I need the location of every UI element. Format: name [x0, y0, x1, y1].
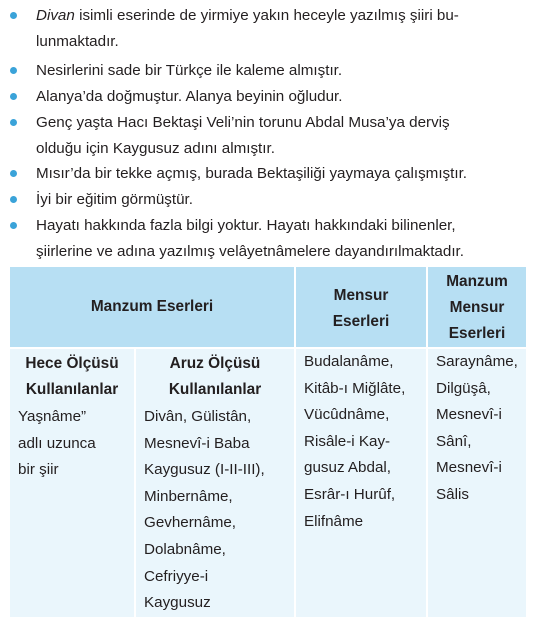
work-title: Dolabnâme,	[144, 540, 226, 558]
bullet-text: Mısır’da bir tekke açmış, burada Bektaşiliği yaymaya çalışmıştır.	[36, 165, 468, 182]
bullet-icon	[10, 93, 17, 100]
work-title: Kaygusuz	[144, 594, 211, 612]
header-mensur-eserleri: Mensur Eserleri	[295, 267, 427, 348]
hece-works-list	[18, 404, 134, 484]
works-table	[10, 267, 526, 617]
header-manzum-mensur-eserleri: Manzum Mensur Eserleri	[427, 267, 526, 348]
cell-aruz-works	[135, 404, 295, 617]
bullet-text: Alanya’da doğmuştur. Alanya beyinin oğludur.	[36, 88, 343, 105]
work-title: Mesnevî-i Baba	[144, 434, 250, 452]
bullet-text	[36, 3, 526, 54]
table-subheader-row	[10, 348, 526, 404]
subheader-hece: Hece Ölçüsü Kullanılanlar	[10, 348, 135, 404]
work-title: Dilgüşâ,	[436, 379, 491, 397]
work-title: Minbernâme,	[144, 487, 233, 505]
header-manzum-eserleri: Manzum Eserleri	[10, 267, 295, 348]
work-title: Mesnevî-i	[436, 459, 502, 477]
bullet-text: Nesirlerini sade bir Türkçe ile kaleme almıştır.	[36, 62, 343, 79]
bullet-icon	[10, 12, 17, 19]
bullet-icon	[10, 222, 17, 229]
work-title: adlı uzunca	[18, 434, 96, 452]
bullet-text: Hayatı hakkında fazla bilgi yoktur. Hayatı hakkındaki bilinenler, şiirlerine ve adına yazılmış velâyetnâmelere dayandırılmaktadır.	[36, 217, 464, 260]
table-header-row	[10, 267, 526, 348]
bullet-icon	[10, 67, 17, 74]
aruz-works-list	[144, 404, 294, 617]
text-run: isimli eserinde de yirmiye yakın heceyle yazılmış şiiri bu-	[74, 7, 459, 24]
bullet-icon	[10, 119, 17, 126]
bullet-icon	[10, 170, 17, 177]
work-title: bir şiir	[18, 461, 59, 479]
cell-hece-works	[10, 404, 135, 617]
work-title: Cefriyye-i	[144, 567, 209, 585]
work-title: Esrâr-ı Hurûf,	[304, 485, 396, 503]
bullet-text: İyi bir eğitim görmüştür.	[36, 191, 193, 208]
work-title: Risâle-i Kay-	[304, 432, 391, 450]
work-title: Sânî,	[436, 432, 472, 450]
work-title: Yaşnâme”	[18, 408, 87, 425]
text-run: lunmaktadır.	[36, 32, 119, 50]
work-title: Kitâb-ı Miğlâte,	[304, 379, 406, 397]
work-title: Elifnâme	[304, 512, 364, 530]
italic-title: Divan	[36, 7, 75, 24]
work-title: Budalanâme,	[304, 353, 394, 370]
cell-manzum-mensur-works	[427, 348, 526, 617]
work-title: Kaygusuz (I-II-III),	[144, 461, 265, 479]
subheader-aruz: Aruz Ölçüsü Kullanılanlar	[135, 348, 295, 404]
bullet-icon	[10, 196, 17, 203]
manzum-mensur-works-list	[436, 349, 526, 509]
cell-mensur-works	[295, 348, 427, 617]
work-title: Mesnevî-i	[436, 406, 502, 424]
work-title: Gevhernâme,	[144, 514, 237, 532]
work-title: Divân, Gülistân,	[144, 408, 252, 425]
work-title: Vücûdnâme,	[304, 406, 390, 424]
work-title: gusuz Abdal,	[304, 459, 391, 477]
work-title: Sâlis	[436, 485, 469, 503]
work-title: Saraynâme,	[436, 353, 518, 370]
bullet-text: Genç yaşta Hacı Bektaşi Veli’nin torunu Abdal Musa’ya derviş olduğu için Kaygusuz adını almıştır.	[36, 114, 450, 157]
mensur-works-list	[304, 349, 426, 535]
